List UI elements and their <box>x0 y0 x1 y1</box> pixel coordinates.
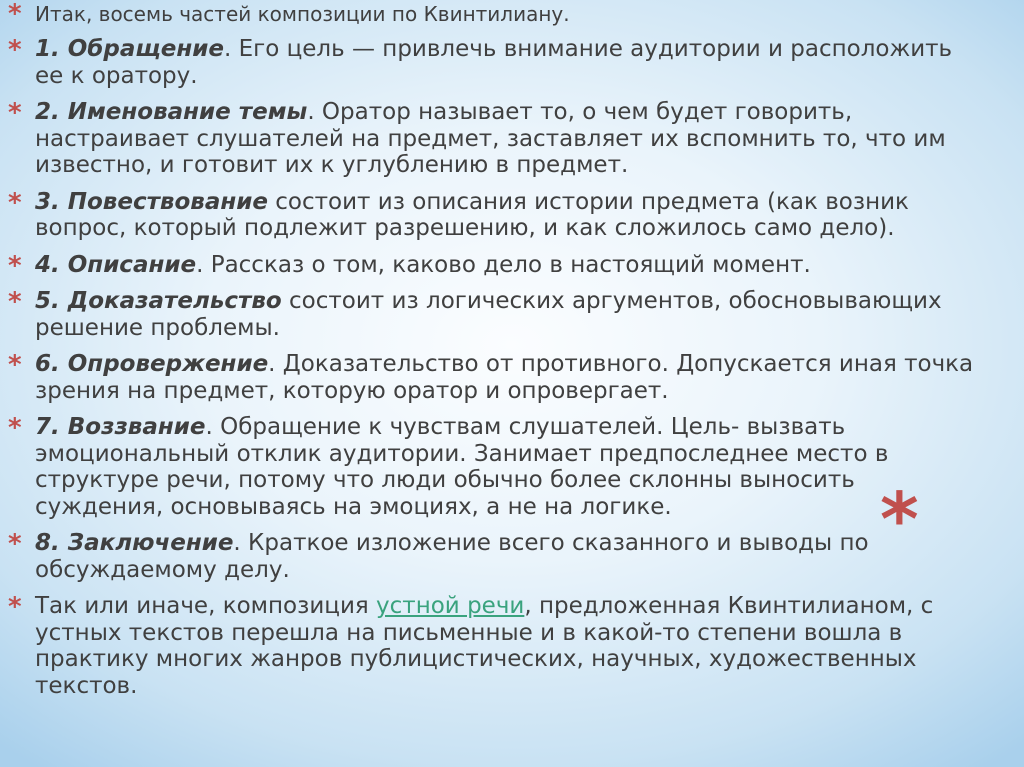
bullet-line: вопрос, который подлежит разрешению, и как сложилось само дело). <box>35 215 895 241</box>
bullet-line: практику многих жанров публицистических, научных, художественных <box>35 646 917 672</box>
bullet-star-icon: * <box>8 529 22 559</box>
bullet-line: решение проблемы. <box>35 314 280 341</box>
bullet-heading: 7. Воззвание <box>35 414 206 440</box>
bullet-heading: 8. Заключение <box>35 530 234 556</box>
bullet-item-7 <box>8 414 1024 520</box>
bullet-star-icon: * <box>8 98 22 128</box>
decorative-star-icon: * <box>880 477 919 563</box>
bullet-item-6 <box>8 351 1024 404</box>
bullet-list <box>8 0 1024 709</box>
bullet-item-conclusion <box>8 593 1024 699</box>
bullet-text: . Доказательство от противного. Допускается иная точка <box>268 351 974 377</box>
bullet-line: эмоциональный отклик аудитории. Занимает предпоследнее место в <box>35 440 889 467</box>
bullet-star-icon: * <box>8 287 22 317</box>
bullet-star-icon: * <box>8 413 22 443</box>
bullet-line: известно, и готовит их к углублению в предмет. <box>35 152 629 178</box>
bullet-text: Так или иначе, композиция <box>35 593 377 619</box>
bullet-line <box>35 414 1024 441</box>
bullet-text: состоит из логических аргументов, обосновывающих <box>281 288 942 314</box>
bullet-heading: 6. Опровержение <box>35 351 269 377</box>
bullet-text: состоит из описания истории предмета (как возник <box>267 188 909 215</box>
bullet-line <box>35 593 1024 620</box>
bullet-text: . Его цель — привлечь внимание аудитории и расположить <box>223 36 953 62</box>
bullet-star-icon: * <box>8 350 22 380</box>
bullet-text: , предложенная Квинтилианом, с <box>524 593 934 619</box>
bullet-line <box>35 288 1024 315</box>
bullet-line: текстов. <box>35 672 138 699</box>
bullet-line <box>35 99 1024 126</box>
bullet-heading: 3. Повествование <box>35 188 268 215</box>
bullet-line: обсуждаемому делу. <box>35 556 290 583</box>
bullet-item-2 <box>8 99 1024 179</box>
bullet-text: . Обращение к чувствам слушателей. Цель- вызвать <box>205 414 846 440</box>
bullet-line: структуре речи, потому что люди обычно более склонны выносить <box>35 467 855 493</box>
bullet-line: зрения на предмет, которую оратор и опровергает. <box>35 377 669 404</box>
intro-text: Итак, восемь частей композиции по Квинтилиану. <box>35 2 570 26</box>
bullet-line: настраивает слушателей на предмет, заставляет их вспомнить то, что им <box>35 125 946 152</box>
bullet-line: ее к оратору. <box>35 62 198 89</box>
bullet-line: устных текстов перешла на письменные и в какой-то степени вошла в <box>35 619 903 646</box>
bullet-item-8 <box>8 530 1024 583</box>
bullet-line <box>35 252 1024 279</box>
bullet-line <box>35 189 1024 216</box>
bullet-line <box>35 36 1024 63</box>
bullet-star-icon: * <box>8 592 22 622</box>
bullet-line <box>35 530 1024 557</box>
oral-speech-link[interactable]: устной речи <box>376 593 525 619</box>
bullet-heading: 5. Доказательство <box>35 288 282 314</box>
bullet-item-3 <box>8 189 1024 242</box>
bullet-star-icon: * <box>8 35 22 65</box>
bullet-star-icon: * <box>8 0 22 29</box>
bullet-line <box>35 351 1024 378</box>
bullet-item-intro <box>8 0 1024 29</box>
bullet-text: . Рассказ о том, каково дело в настоящий момент. <box>196 251 811 278</box>
bullet-item-1 <box>8 36 1024 89</box>
bullet-text: . Оратор называет то, о чем будет говорить, <box>307 99 853 125</box>
bullet-heading: 2. Именование темы <box>35 99 308 125</box>
bullet-line: суждения, основываясь на эмоциях, а не на логике. <box>35 493 672 520</box>
bullet-item-5 <box>8 288 1024 341</box>
bullet-item-4 <box>8 252 1024 279</box>
bullet-text: . Краткое изложение всего сказанного и выводы по <box>233 530 869 556</box>
bullet-heading: 4. Описание <box>35 251 197 278</box>
bullet-star-icon: * <box>8 187 22 218</box>
bullet-star-icon: * <box>8 250 22 281</box>
bullet-heading: 1. Обращение <box>35 36 224 62</box>
